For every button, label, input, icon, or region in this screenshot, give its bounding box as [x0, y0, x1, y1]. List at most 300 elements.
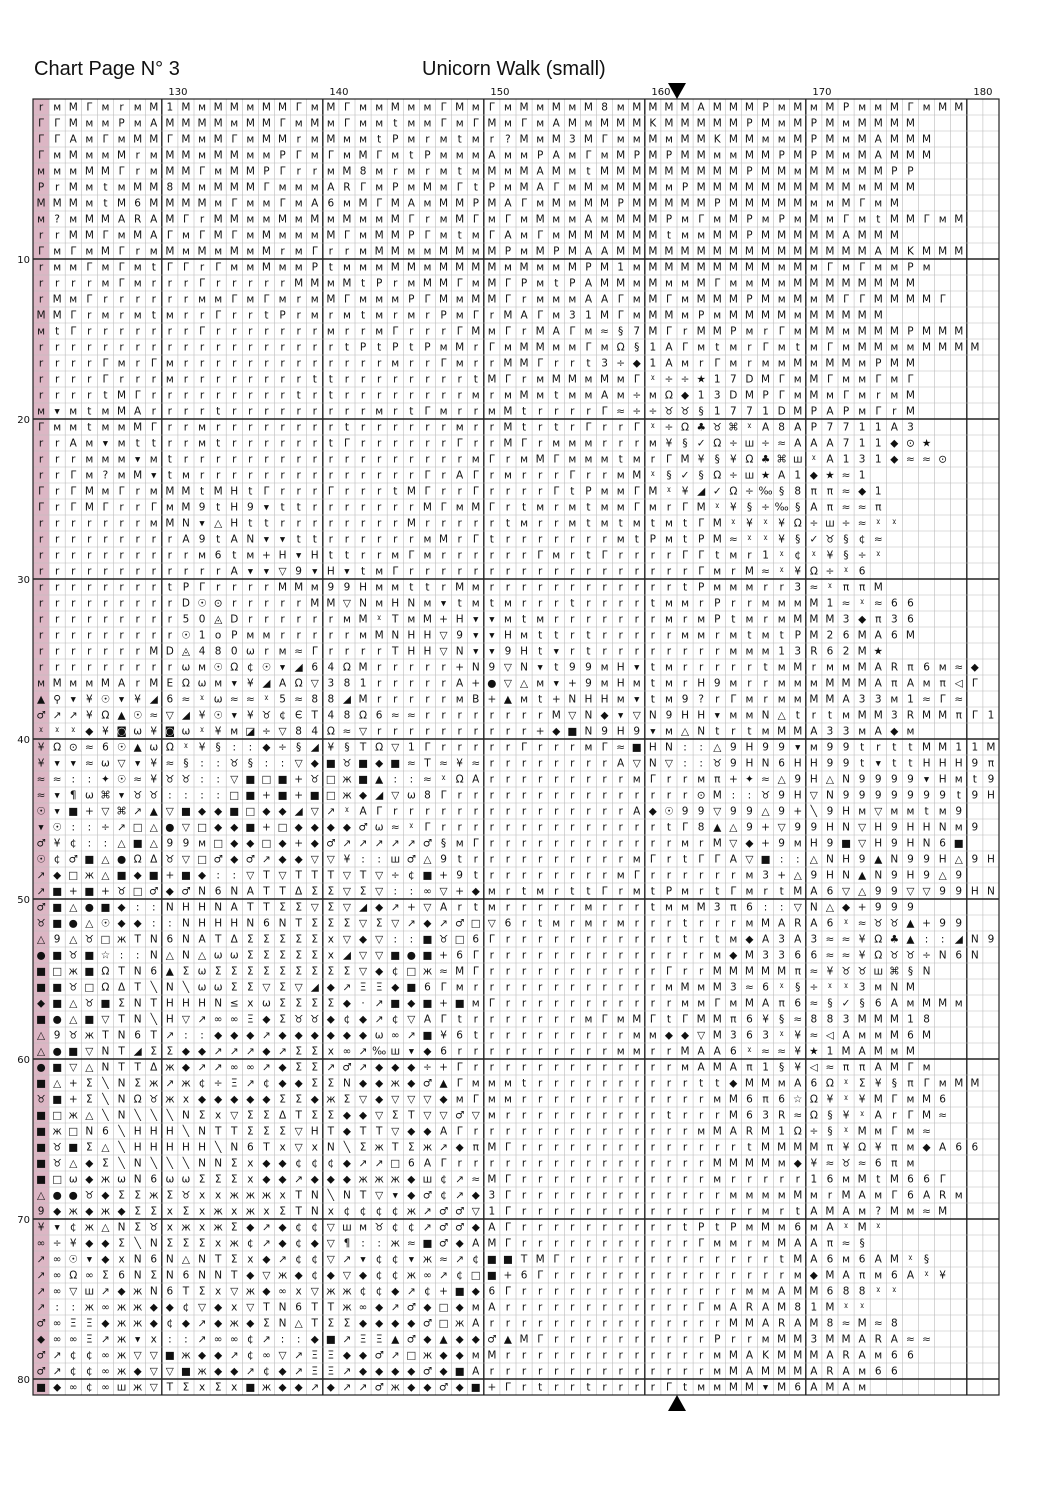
chart-symbol: ᵡ: [844, 1094, 848, 1106]
chart-symbol: N: [150, 934, 158, 946]
chart-symbol: π: [795, 966, 802, 978]
chart-symbol: 7: [730, 406, 737, 418]
chart-symbol: ★: [809, 1046, 818, 1058]
chart-symbol: r: [522, 1126, 527, 1138]
chart-symbol: Σ: [376, 918, 383, 930]
chart-symbol: r: [699, 886, 704, 898]
chart-symbol: r: [763, 582, 768, 594]
chart-symbol: Γ: [779, 390, 785, 402]
chart-symbol: ᴍ: [810, 342, 818, 354]
chart-symbol: ▽: [230, 774, 239, 786]
chart-symbol: r: [184, 358, 189, 370]
chart-symbol: t: [715, 934, 719, 946]
chart-symbol: r: [425, 694, 430, 706]
chart-symbol: M: [761, 182, 770, 194]
chart-symbol: r: [377, 438, 382, 450]
chart-symbol: Σ: [263, 1318, 270, 1330]
chart-symbol: 9: [730, 742, 737, 754]
chart-symbol: t: [458, 598, 462, 610]
chart-symbol: §: [618, 326, 623, 338]
chart-symbol: M: [825, 166, 834, 178]
chart-symbol: M: [278, 134, 287, 146]
chart-symbol: 9: [988, 774, 995, 786]
chart-symbol: r: [635, 1382, 640, 1394]
chart-symbol: P: [891, 166, 897, 178]
chart-symbol: M: [69, 102, 78, 114]
chart-symbol: H: [874, 822, 882, 834]
chart-symbol: ¥: [456, 758, 463, 770]
chart-symbol: ᴍ: [601, 182, 609, 194]
chart-symbol: r: [103, 342, 108, 354]
chart-symbol: t: [522, 502, 526, 514]
chart-symbol: r: [264, 454, 269, 466]
chart-symbol: ▾: [409, 1046, 415, 1058]
chart-symbol: r: [667, 1094, 672, 1106]
chart-symbol: K: [762, 1350, 770, 1362]
chart-symbol: ᴍ: [423, 262, 431, 274]
chart-symbol: t: [651, 518, 655, 530]
chart-symbol: r: [667, 566, 672, 578]
chart-symbol: r: [570, 758, 575, 770]
chart-symbol: ◆: [295, 822, 304, 834]
chart-symbol: r: [699, 358, 704, 370]
chart-symbol: N: [134, 1270, 142, 1282]
chart-symbol: 1: [585, 310, 592, 322]
chart-symbol: ?: [505, 134, 511, 146]
chart-symbol: π: [859, 582, 866, 594]
chart-symbol: ᴍ: [568, 198, 576, 210]
chart-symbol: ᴍ: [842, 342, 850, 354]
chart-symbol: x: [118, 1254, 124, 1266]
chart-symbol: ◆: [343, 1350, 352, 1362]
chart-symbol: A: [472, 1366, 480, 1378]
chart-symbol: r: [554, 406, 559, 418]
chart-symbol: ☉: [262, 662, 271, 674]
chart-symbol: Γ: [441, 358, 447, 370]
chart-symbol: r: [554, 774, 559, 786]
chart-symbol: r: [651, 1206, 656, 1218]
chart-symbol: Γ: [537, 358, 543, 370]
chart-symbol: ᴍ: [842, 118, 850, 130]
chart-symbol: 3: [569, 310, 576, 322]
chart-symbol: t: [908, 742, 912, 754]
chart-symbol: ☉: [117, 742, 126, 754]
chart-symbol: §: [441, 838, 446, 850]
chart-symbol: ♉: [825, 534, 834, 546]
chart-symbol: ◆: [85, 1174, 94, 1186]
chart-symbol: ω: [101, 758, 110, 770]
chart-symbol: ᴍ: [762, 630, 770, 642]
chart-symbol: 9: [328, 582, 335, 594]
chart-symbol: M: [761, 1142, 770, 1154]
chart-symbol: ◆: [456, 1302, 465, 1314]
chart-symbol: 6: [489, 1286, 496, 1298]
chart-symbol: ▾: [38, 822, 44, 834]
chart-symbol: r: [248, 310, 253, 322]
chart-symbol: ÷: [745, 486, 754, 498]
chart-symbol: 6: [891, 1366, 898, 1378]
chart-symbol: M: [922, 246, 931, 258]
chart-symbol: 6: [150, 1254, 157, 1266]
chart-symbol: r: [55, 390, 60, 402]
chart-symbol: ᴍ: [601, 662, 609, 674]
chart-symbol: ᴍ: [552, 230, 560, 242]
chart-symbol: ▾: [55, 790, 61, 802]
chart-symbol: ?: [103, 470, 109, 482]
chart-symbol: T: [327, 870, 335, 882]
chart-symbol: M: [69, 230, 78, 242]
chart-symbol: ╲: [133, 1109, 141, 1122]
chart-symbol: ∞: [230, 1334, 239, 1346]
chart-symbol: Ω: [456, 774, 464, 786]
chart-symbol: △: [778, 710, 787, 722]
chart-symbol: +: [455, 662, 464, 674]
chart-symbol: M: [858, 118, 867, 130]
chart-symbol: ¢: [183, 1302, 190, 1314]
chart-symbol: ᴍ: [327, 326, 335, 338]
chart-symbol: ᴍ: [279, 262, 287, 274]
chart-symbol: r: [490, 758, 495, 770]
chart-symbol: N: [407, 598, 415, 610]
chart-symbol: ▾: [55, 806, 61, 818]
chart-symbol: r: [602, 1382, 607, 1394]
chart-symbol: A: [70, 134, 78, 146]
chart-symbol: ∞: [278, 1286, 287, 1298]
chart-symbol: ᴍ: [874, 198, 882, 210]
chart-symbol: ▽: [230, 1286, 239, 1298]
chart-symbol: ᴍ: [794, 310, 802, 322]
chart-symbol: r: [635, 998, 640, 1010]
chart-symbol: M: [874, 294, 883, 306]
chart-symbol: ↗: [375, 838, 384, 850]
chart-symbol: ≈: [842, 950, 851, 962]
chart-symbol: r: [747, 1174, 752, 1186]
chart-symbol: ╲: [150, 981, 158, 994]
chart-symbol: ᴍ: [778, 662, 786, 674]
chart-symbol: 6: [939, 1094, 946, 1106]
chart-symbol: ▲: [906, 918, 915, 930]
chart-symbol: t: [586, 886, 590, 898]
chart-symbol: r: [586, 1190, 591, 1202]
chart-symbol: 3: [859, 694, 866, 706]
chart-symbol: 9: [859, 854, 866, 866]
chart-symbol: ᴍ: [488, 214, 496, 226]
chart-symbol: ▾: [876, 758, 882, 770]
chart-symbol: ≈: [809, 582, 818, 594]
chart-symbol: Γ: [586, 342, 592, 354]
chart-symbol: ◆: [37, 1334, 46, 1346]
chart-symbol: ᴍ: [617, 470, 625, 482]
chart-symbol: ω: [246, 646, 255, 658]
chart-symbol: r: [474, 406, 479, 418]
chart-symbol: M: [874, 582, 883, 594]
chart-symbol: M: [439, 262, 448, 274]
chart-symbol: ᴍ: [858, 726, 866, 738]
chart-symbol: 3: [827, 726, 834, 738]
chart-symbol: r: [490, 518, 495, 530]
chart-symbol: ᴍ: [536, 678, 544, 690]
chart-symbol: ↗: [214, 1062, 223, 1074]
chart-symbol: :: [152, 902, 156, 914]
chart-symbol: ᴍ: [69, 294, 77, 306]
chart-symbol: 9: [891, 790, 898, 802]
chart-symbol: ◆: [53, 1206, 62, 1218]
chart-symbol: r: [522, 1302, 527, 1314]
chart-symbol: M: [906, 294, 915, 306]
chart-symbol: t: [377, 134, 381, 146]
chart-symbol: ᴍ: [826, 198, 834, 210]
chart-symbol: r: [119, 502, 124, 514]
chart-symbol: §: [860, 998, 865, 1010]
chart-symbol: ¥: [54, 838, 61, 850]
chart-symbol: r: [232, 390, 237, 402]
chart-symbol: M: [729, 166, 738, 178]
chart-symbol: r: [667, 774, 672, 786]
chart-symbol: Σ: [86, 1094, 93, 1106]
chart-symbol: ▽: [246, 870, 255, 882]
chart-symbol: A: [810, 438, 818, 450]
chart-symbol: ♂: [439, 1222, 448, 1234]
chart-symbol: ▽: [279, 566, 288, 578]
chart-symbol: t: [715, 886, 719, 898]
chart-symbol: Σ: [392, 1110, 399, 1122]
chart-symbol: r: [699, 950, 704, 962]
chart-symbol: M: [165, 150, 174, 162]
chart-symbol: 9: [682, 694, 689, 706]
chart-symbol: ♣: [890, 934, 899, 946]
chart-symbol: ▽: [697, 1030, 706, 1042]
chart-symbol: ♉: [149, 1222, 158, 1234]
chart-symbol: r: [87, 326, 92, 338]
chart-symbol: r: [570, 550, 575, 562]
chart-symbol: H: [745, 742, 753, 754]
chart-symbol: A: [907, 1270, 915, 1282]
chart-symbol: P: [730, 326, 736, 338]
chart-symbol: r: [377, 502, 382, 514]
chart-symbol: r: [103, 294, 108, 306]
chart-symbol: t: [297, 390, 301, 402]
chart-symbol: 9: [891, 870, 898, 882]
chart-symbol: ᴍ: [697, 774, 705, 786]
chart-symbol: H: [810, 758, 818, 770]
column-tick-label: 170: [812, 87, 831, 98]
chart-symbol: r: [618, 1366, 623, 1378]
chart-symbol: ◢: [262, 678, 271, 690]
chart-symbol: r: [490, 742, 495, 754]
chart-symbol: +: [407, 902, 416, 914]
chart-symbol: ᴍ: [440, 214, 448, 226]
chart-symbol: ◆: [327, 1270, 336, 1282]
chart-symbol: ♉: [181, 774, 190, 786]
chart-symbol: ■: [52, 998, 62, 1010]
chart-symbol: A: [842, 230, 850, 242]
chart-symbol: r: [39, 278, 44, 290]
chart-symbol: M: [552, 134, 561, 146]
chart-symbol: ᴍ: [762, 1238, 770, 1250]
chart-symbol: r: [71, 582, 76, 594]
chart-symbol: N: [697, 726, 705, 738]
chart-symbol: r: [651, 1126, 656, 1138]
chart-symbol: ᴍ: [906, 1158, 914, 1170]
chart-symbol: △: [85, 918, 94, 930]
chart-symbol: r: [135, 566, 140, 578]
chart-symbol: t: [570, 598, 574, 610]
chart-symbol: ᴍ: [536, 614, 544, 626]
chart-symbol: :: [168, 790, 172, 802]
chart-symbol: A: [859, 1334, 867, 1346]
chart-symbol: ◆: [423, 1334, 432, 1346]
chart-symbol: ᴍ: [504, 342, 512, 354]
chart-symbol: N: [214, 1158, 222, 1170]
chart-symbol: Γ: [441, 1014, 447, 1026]
chart-symbol: T: [294, 918, 302, 930]
chart-symbol: r: [457, 1046, 462, 1058]
chart-symbol: r: [586, 758, 591, 770]
chart-symbol: M: [359, 694, 368, 706]
chart-symbol: r: [200, 310, 205, 322]
chart-symbol: M: [664, 246, 673, 258]
chart-symbol: M: [825, 1206, 834, 1218]
chart-symbol: N: [311, 1190, 319, 1202]
chart-symbol: M: [842, 278, 851, 290]
chart-symbol: ♂: [36, 1350, 45, 1362]
chart-symbol: M: [777, 198, 786, 210]
chart-symbol: ¥: [247, 678, 254, 690]
chart-symbol: M: [970, 1078, 979, 1090]
chart-symbol: M: [761, 294, 770, 306]
chart-symbol: r: [635, 582, 640, 594]
chart-symbol: r: [602, 998, 607, 1010]
chart-symbol: r: [135, 342, 140, 354]
chart-symbol: M: [809, 694, 818, 706]
chart-symbol: r: [683, 1318, 688, 1330]
chart-symbol: +: [439, 870, 448, 882]
chart-symbol: M: [697, 198, 706, 210]
chart-symbol: ♉: [85, 998, 94, 1010]
chart-symbol: ᵡ: [442, 774, 446, 786]
chart-symbol: t: [538, 1382, 542, 1394]
chart-symbol: r: [506, 566, 511, 578]
chart-symbol: ∞: [101, 1350, 110, 1362]
chart-symbol: r: [715, 1206, 720, 1218]
chart-symbol: r: [474, 822, 479, 834]
chart-symbol: Γ: [376, 150, 382, 162]
chart-symbol: ★: [696, 374, 705, 386]
chart-symbol: t: [522, 422, 526, 434]
chart-symbol: P: [118, 118, 124, 130]
chart-symbol: r: [731, 1254, 736, 1266]
chart-symbol: ♂: [423, 1366, 432, 1378]
chart-symbol: ¢: [392, 1254, 399, 1266]
chart-symbol: r: [570, 1206, 575, 1218]
chart-symbol: ≈: [874, 534, 883, 546]
chart-symbol: M: [922, 1110, 931, 1122]
chart-symbol: ᴍ: [810, 742, 818, 754]
chart-symbol: M: [842, 1190, 851, 1202]
chart-symbol: M: [214, 214, 223, 226]
chart-symbol: 1: [778, 646, 785, 658]
chart-symbol: ᵡ: [844, 982, 848, 994]
chart-symbol: r: [474, 790, 479, 802]
chart-symbol: ╲: [117, 1125, 125, 1138]
chart-symbol: ◆: [85, 1206, 94, 1218]
chart-symbol: r: [570, 1318, 575, 1330]
chart-symbol: r: [538, 774, 543, 786]
chart-symbol: r: [119, 342, 124, 354]
chart-symbol: Σ: [311, 998, 318, 1010]
chart-symbol: ᵡ: [876, 1286, 880, 1298]
chart-symbol: ¢: [70, 1222, 77, 1234]
chart-symbol: ᴍ: [456, 502, 464, 514]
chart-symbol: ᴍ: [311, 310, 319, 322]
chart-symbol: P: [811, 422, 817, 434]
chart-symbol: ∞: [246, 1062, 255, 1074]
chart-symbol: ᴍ: [118, 134, 126, 146]
chart-symbol: §: [699, 406, 704, 418]
chart-symbol: ᴍ: [456, 422, 464, 434]
chart-symbol: Σ: [295, 1062, 302, 1074]
chart-symbol: N: [391, 630, 399, 642]
chart-symbol: r: [361, 502, 366, 514]
chart-symbol: r: [248, 470, 253, 482]
chart-symbol: ●: [53, 1046, 62, 1058]
chart-symbol: ᴍ: [69, 262, 77, 274]
chart-symbol: r: [683, 678, 688, 690]
chart-symbol: r: [506, 806, 511, 818]
chart-symbol: ᴍ: [53, 150, 61, 162]
chart-symbol: ▽: [311, 1286, 320, 1298]
chart-symbol: Γ: [473, 486, 479, 498]
chart-symbol: §: [183, 758, 188, 770]
chart-symbol: 0: [199, 614, 206, 626]
chart-symbol: r: [280, 422, 285, 434]
chart-symbol: 9: [972, 822, 979, 834]
chart-symbol: M: [809, 1350, 818, 1362]
chart-symbol: N: [134, 966, 142, 978]
chart-symbol: M: [954, 102, 963, 114]
chart-symbol: r: [538, 406, 543, 418]
chart-symbol: ■: [68, 806, 78, 818]
chart-symbol: ᴍ: [842, 150, 850, 162]
chart-symbol: +: [471, 678, 480, 690]
chart-symbol: M: [503, 438, 512, 450]
chart-symbol: r: [570, 422, 575, 434]
chart-symbol: t: [474, 374, 478, 386]
chart-symbol: M: [520, 390, 529, 402]
chart-symbol: Γ: [441, 118, 447, 130]
chart-symbol: r: [618, 1302, 623, 1314]
chart-symbol: r: [71, 278, 76, 290]
chart-symbol: ■: [632, 742, 642, 754]
chart-symbol: H: [166, 1014, 174, 1026]
chart-symbol: ≈: [906, 1334, 915, 1346]
chart-symbol: r: [586, 1046, 591, 1058]
chart-symbol: ≈: [439, 1254, 448, 1266]
chart-symbol: Γ: [505, 1238, 511, 1250]
chart-symbol: ω: [117, 1174, 126, 1186]
chart-symbol: 6: [408, 1158, 415, 1170]
chart-symbol: □: [52, 1110, 62, 1122]
chart-symbol: r: [554, 934, 559, 946]
chart-symbol: ᴍ: [858, 1382, 866, 1394]
chart-symbol: r: [232, 598, 237, 610]
chart-symbol: r: [522, 582, 527, 594]
chart-symbol: ᴍ: [327, 278, 335, 290]
chart-symbol: ᴍ: [520, 246, 528, 258]
chart-symbol: A: [875, 150, 883, 162]
chart-symbol: ᴍ: [745, 1222, 753, 1234]
chart-symbol: ᴍ: [246, 550, 254, 562]
